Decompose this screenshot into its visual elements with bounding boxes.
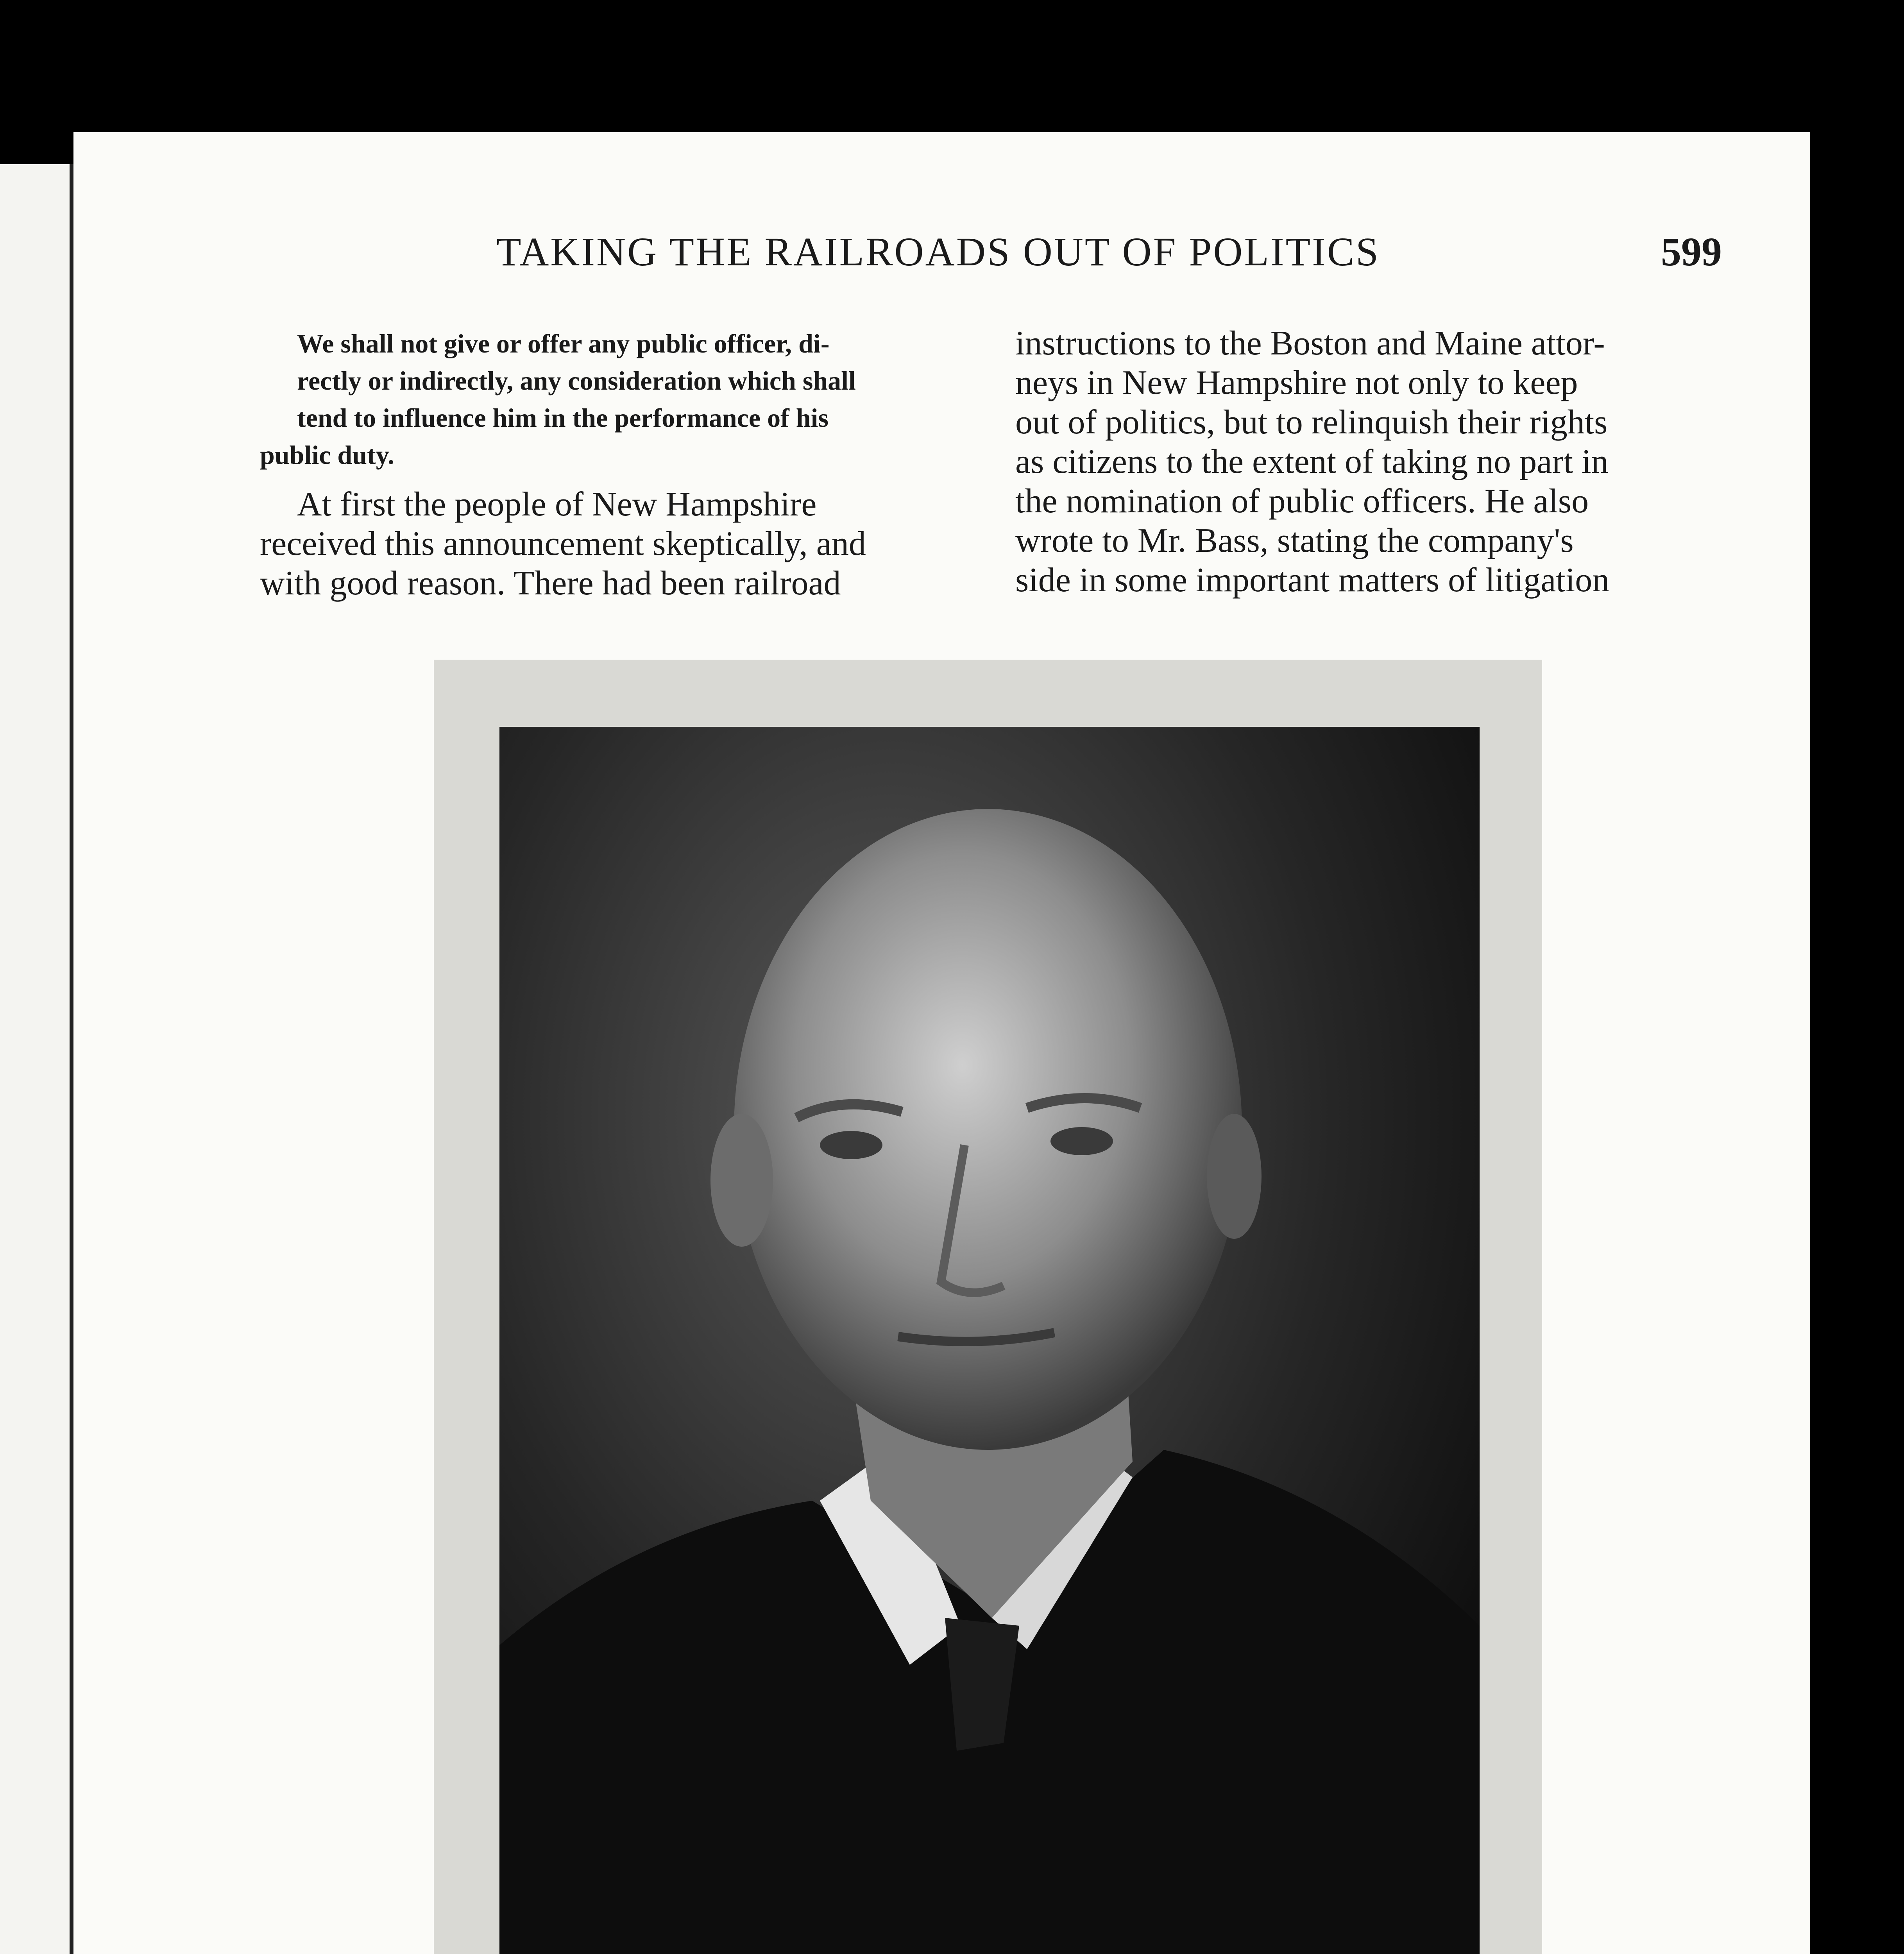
- paragraph: [260, 485, 967, 603]
- quote-line: We shall not give or offer any public officer, di-: [297, 329, 830, 358]
- text-line: wrote to Mr. Bass, stating the company's: [1015, 522, 1574, 560]
- quote-line: tend to influence him in the performance of his: [297, 403, 829, 433]
- text-line: received this announcement skeptically, and: [260, 525, 866, 563]
- facing-page-edge: [0, 164, 73, 1954]
- text-line: instructions to the Boston and Maine attor-: [1015, 324, 1605, 362]
- page-number: 599: [1661, 229, 1722, 274]
- top-left-column: [260, 325, 967, 603]
- top-right-column: [1015, 324, 1723, 600]
- text-line: At first the people of New Hampshire: [297, 485, 817, 523]
- running-head: TAKING THE RAILROADS OUT OF POLITICS: [496, 229, 1380, 274]
- quote-line: rectly or indirectly, any consideration which shall: [297, 366, 856, 395]
- text-line: side in some important matters of litigation: [1015, 561, 1610, 599]
- text-line: with good reason. There had been railroad: [260, 564, 841, 602]
- portrait-illustration: [499, 727, 1480, 1954]
- text-line: out of politics, but to relinquish their rights: [1015, 403, 1608, 441]
- text-line: as citizens to the extent of taking no part in: [1015, 443, 1609, 481]
- portrait-photograph: [499, 727, 1480, 1954]
- text-line: neys in New Hampshire not only to keep: [1015, 364, 1578, 402]
- text-line: the nomination of public officers. He also: [1015, 482, 1589, 520]
- quote-line: public duty.: [260, 440, 394, 470]
- quoted-statement: [260, 325, 967, 474]
